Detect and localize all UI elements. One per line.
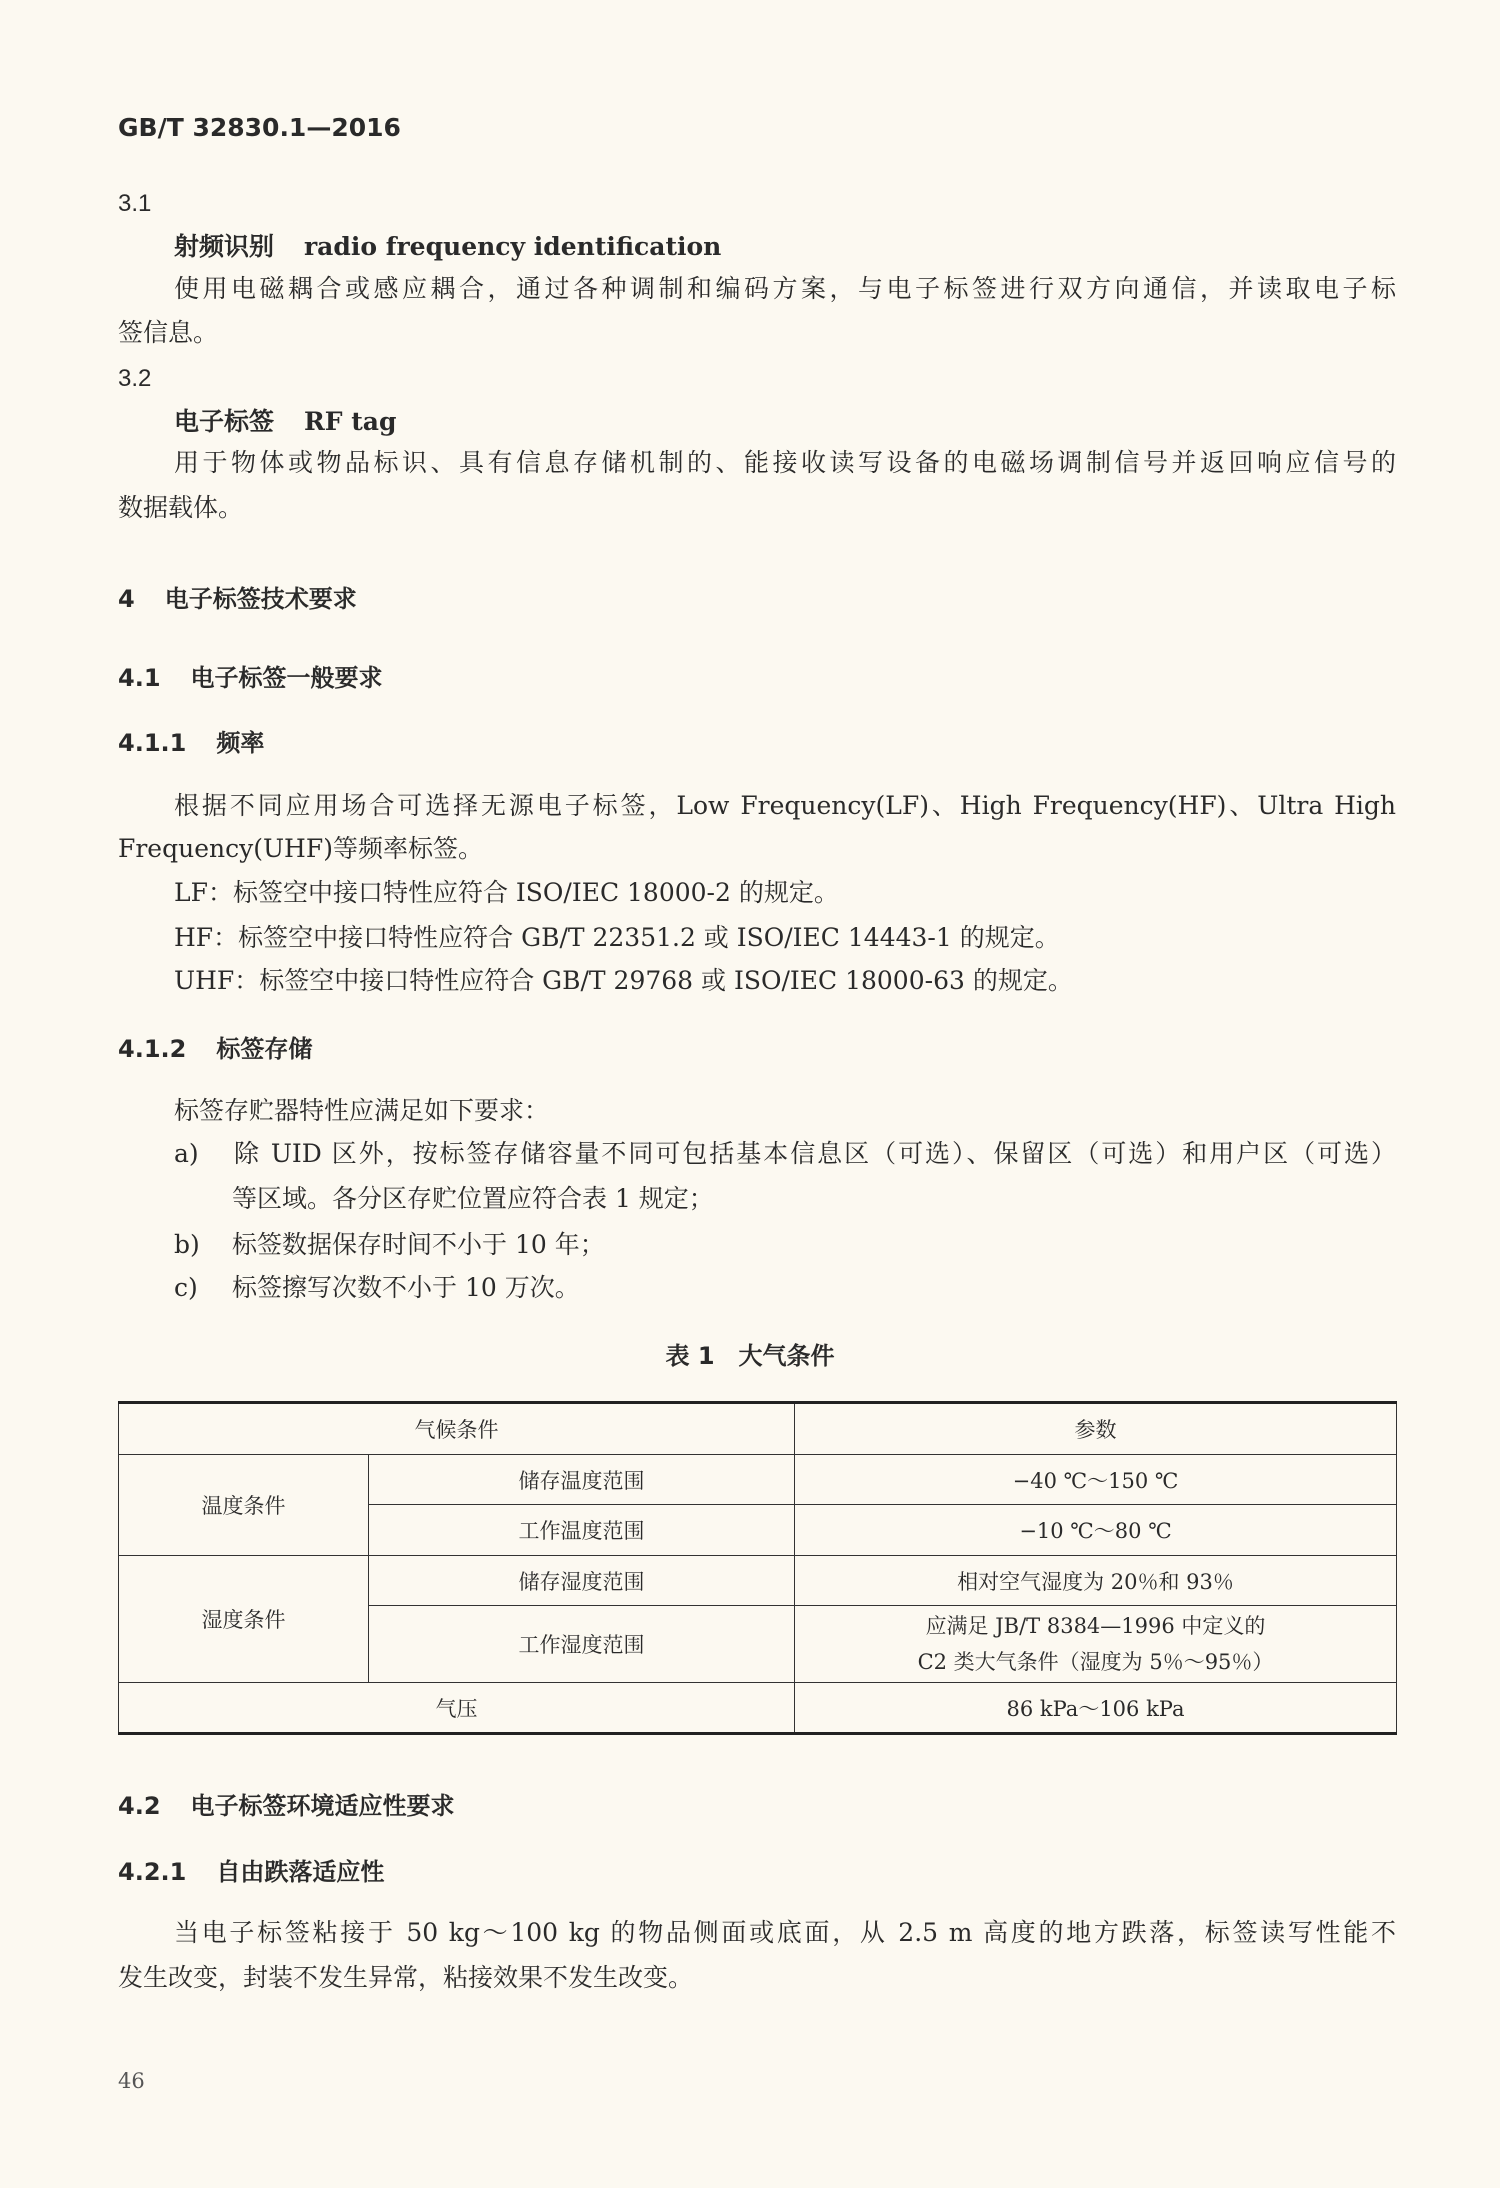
definition-text: 使用电磁耦合或感应耦合，通过各种调制和编码方案，与电子标签进行双方向通信，并读取电子标 (174, 274, 1396, 303)
document-header: GB/T 32830.1—2016 (118, 113, 401, 142)
table-cell: 86 kPa～106 kPa (795, 1683, 1397, 1734)
section-heading (118, 1791, 455, 1821)
table-cell: −10 ℃～80 ℃ (795, 1505, 1397, 1556)
list-item (174, 1273, 580, 1303)
section-number: 4 (118, 585, 135, 613)
table-cell: 气压 (119, 1683, 795, 1734)
definition-text: 用于物体或物品标识、具有信息存储机制的、能接收读写设备的电磁场调制信号并返回响应信号的 (174, 448, 1396, 477)
list-item (174, 1230, 605, 1260)
clause-number: 3.1 (118, 190, 152, 217)
table-header-cell: 气候条件 (119, 1403, 795, 1455)
section-heading (118, 663, 383, 693)
list-item-continuation: 等区域。各分区存贮位置应符合表 1 规定； (232, 1184, 714, 1213)
paragraph-text: 当电子标签粘接于 50 kg～100 kg 的物品侧面或底面，从 2.5 m 高度的地方跌落，标签读写性能不 (174, 1918, 1396, 1947)
list-text: 除 UID 区外，按标签存储容量不同可包括基本信息区（可选）、保留区（可选）和用户区（可选） (232, 1139, 1396, 1168)
term-cn: 射频识别 (174, 232, 275, 261)
page-number: 46 (118, 2069, 145, 2093)
table-cell: 工作湿度范围 (369, 1606, 795, 1683)
cell-line: C2 类大气条件（湿度为 5％～95％） (917, 1650, 1274, 1674)
table-row (119, 1455, 1397, 1505)
section-heading (118, 584, 357, 614)
section-title: 电子标签环境适应性要求 (190, 1792, 455, 1820)
section-title: 电子标签一般要求 (190, 664, 383, 692)
table-cell: 工作温度范围 (369, 1505, 795, 1556)
section-heading (118, 1857, 384, 1887)
table-cell: 相对空气湿度为 20％和 93％ (795, 1556, 1397, 1606)
table-row (119, 1556, 1397, 1606)
paragraph-text: 发生改变，封装不发生异常，粘接效果不发生改变。 (118, 1963, 694, 1992)
paragraph-text: LF：标签空中接口特性应符合 ISO/IEC 18000-2 的规定。 (174, 878, 839, 907)
table-row (119, 1683, 1397, 1734)
section-title: 频率 (216, 729, 265, 757)
list-text: 标签擦写次数不小于 10 万次。 (232, 1273, 580, 1302)
section-number: 4.2.1 (118, 1858, 187, 1886)
paragraph-text: HF：标签空中接口特性应符合 GB/T 22351.2 或 ISO/IEC 14443-1 的规定。 (174, 923, 1060, 952)
list-item (174, 1139, 1396, 1169)
section-heading (118, 728, 264, 758)
table-cell: −40 ℃～150 ℃ (795, 1455, 1397, 1505)
section-title: 自由跌落适应性 (216, 1858, 385, 1886)
section-title: 电子标签技术要求 (164, 585, 357, 613)
table-header-cell: 参数 (795, 1403, 1397, 1455)
definition-text: 签信息。 (118, 318, 219, 347)
clause-number: 3.2 (118, 365, 152, 392)
term-cn: 电子标签 (174, 407, 275, 436)
group-label: 湿度条件 (119, 1556, 369, 1683)
paragraph-text: 根据不同应用场合可选择无源电子标签，Low Frequency(LF)、High Frequency(HF)、Ultra High (174, 791, 1396, 820)
table-caption: 表 1 大气条件 (665, 1342, 835, 1370)
section-number: 4.2 (118, 1792, 161, 1820)
section-number: 4.1.1 (118, 729, 187, 757)
term-heading (174, 407, 396, 437)
term-en: radio frequency identification (304, 232, 722, 261)
term-en: RF tag (304, 407, 397, 436)
atmospheric-conditions-table (118, 1401, 1397, 1735)
table-cell (795, 1606, 1397, 1683)
section-number: 4.1 (118, 664, 161, 692)
table-cell: 储存温度范围 (369, 1455, 795, 1505)
list-text: 标签数据保存时间不小于 10 年； (232, 1230, 605, 1259)
list-marker: c) (174, 1273, 198, 1302)
list-marker: a) (174, 1139, 199, 1168)
section-title: 标签存储 (216, 1035, 313, 1063)
cell-line: 应满足 JB/T 8384—1996 中定义的 (925, 1614, 1266, 1638)
paragraph-text: UHF：标签空中接口特性应符合 GB/T 29768 或 ISO/IEC 18000-63 的规定。 (174, 966, 1073, 995)
list-marker: b) (174, 1230, 200, 1259)
paragraph-text: 标签存贮器特性应满足如下要求： (174, 1096, 550, 1125)
table-header-row (119, 1403, 1397, 1455)
section-heading (118, 1034, 312, 1064)
group-label: 温度条件 (119, 1455, 369, 1556)
definition-text: 数据载体。 (118, 493, 244, 522)
table-cell: 储存湿度范围 (369, 1556, 795, 1606)
paragraph-text: Frequency(UHF)等频率标签。 (118, 834, 483, 863)
term-heading (174, 232, 721, 262)
section-number: 4.1.2 (118, 1035, 187, 1063)
